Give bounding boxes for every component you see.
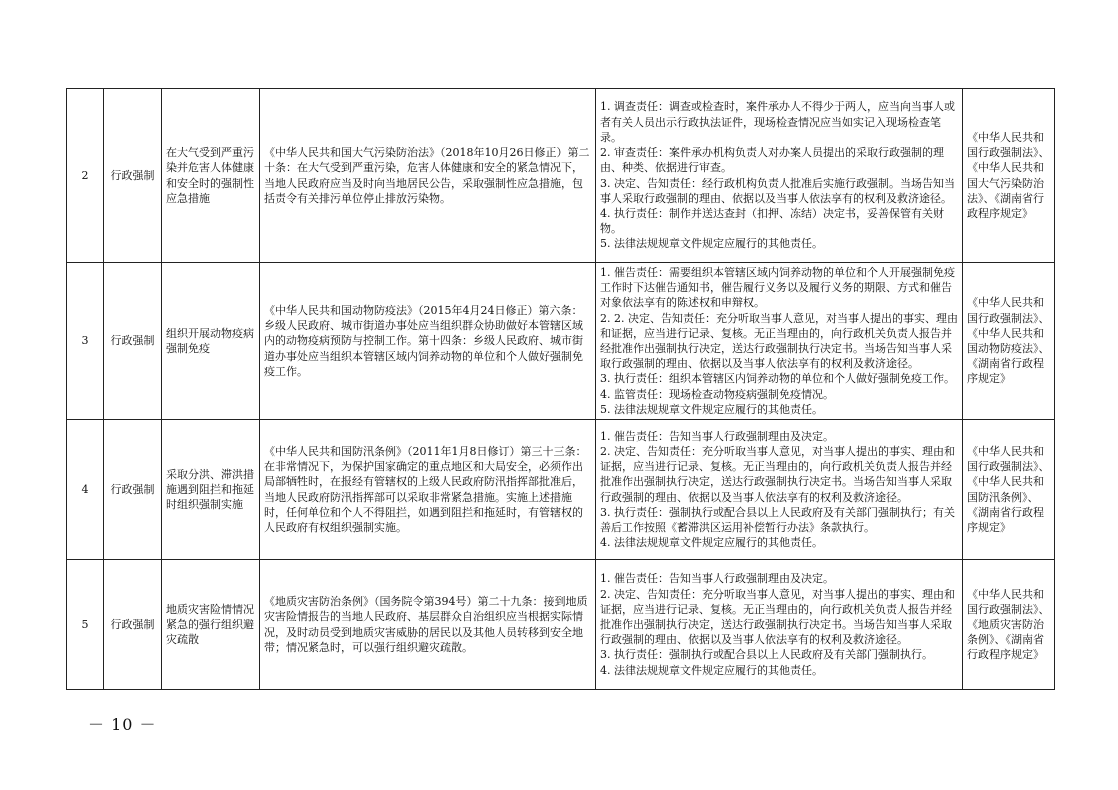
row-number: 2	[67, 89, 104, 263]
law-reference: 《中华人民共和国行政强制法》、《中华人民共和国防汛条例》、《湖南省行政程序规定》	[963, 420, 1055, 560]
legal-basis: 《地质灾害防治条例》（国务院令第394号）第二十九条：接到地质灾害险情报告的当地人民政府、基层群众自治组织应当根据实际情况，及时动员受到地质灾害威胁的居民以及其他人员转移到安全地带；情况紧急时，可以强行组织避灾疏散。	[260, 560, 596, 690]
responsibility-list	[596, 89, 963, 263]
responsibility-item: 5. 法律法规规章文件规定应履行的其他责任。	[600, 237, 823, 251]
legal-basis: 《中华人民共和国动物防疫法》（2015年4月24日修正）第六条：乡级人民政府、城市街道办事处应当组织群众协助做好本管辖区域内的动物疫病预防与控制工作。第十四条：乡级人民政府、城市街道办事处应当组织本管辖区域内饲养动物的单位和个人做好强制免疫工作。	[260, 263, 596, 420]
responsibility-item: 2. 审查责任：案件承办机构负责人对办案人员提出的采取行政强制的理由、种类、依据进行审查。	[600, 146, 944, 175]
power-type: 行政强制	[104, 420, 162, 560]
responsibility-item: 1. 催告责任：告知当事人行政强制理由及决定。	[600, 429, 834, 443]
power-item: 组织开展动物疫病强制免疫	[162, 263, 260, 420]
responsibility-item: 3. 执行责任：强制执行或配合县以上人民政府及有关部门强制执行；有关善后工作按照《蓄滞洪区运用补偿暂行办法》条款执行。	[600, 505, 955, 534]
table-row	[67, 560, 1055, 690]
responsibility-item: 3. 执行责任：组织本管辖区内饲养动物的单位和个人做好强制免疫工作。	[600, 372, 955, 386]
page-number: － 10 －	[88, 715, 157, 734]
responsibility-item: 5. 法律法规规章文件规定应履行的其他责任。	[600, 402, 823, 416]
legal-basis: 《中华人民共和国防汛条例》（2011年1月8日修订）第三十三条：在非常情况下，为保护国家确定的重点地区和大局安全，必须作出局部牺牲时，在报经有管辖权的上级人民政府防汛指挥部批准后，当地人民政府防汛指挥部可以采取非常紧急措施。实施上述措施时，任何单位和个人不得阻拦，如遇到阻拦和拖延时，有管辖权的人民政府有权组织强制实施。	[260, 420, 596, 560]
responsibility-list	[596, 560, 963, 690]
power-item: 地质灾害险情情况紧急的强行组织避灾疏散	[162, 560, 260, 690]
power-item: 在大气受到严重污染并危害人体健康和安全时的强制性应急措施	[162, 89, 260, 263]
table-row	[67, 89, 1055, 263]
responsibility-item: 4. 法律法规规章文件规定应履行的其他责任。	[600, 536, 823, 550]
responsibility-item: 1. 调查责任：调查或检查时，案件承办人不得少于两人，应当向当事人或者有关人员出示行政执法证件，现场检查情况应当如实记入现场检查笔录。	[600, 100, 955, 144]
power-item: 采取分洪、滞洪措施遇到阻拦和拖延时组织强制实施	[162, 420, 260, 560]
responsibility-item: 2. 决定、告知责任：充分听取当事人意见，对当事人提出的事实、理由和证据，应当进行记录、复核。无正当理由的，向行政机关负责人报告并经批准作出强制执行决定，送达行政强制执行决定书。当场告知当事人采取行政强制的理由、依据以及当事人依法享有的权利及救济途径。	[600, 587, 955, 647]
responsibility-item: 1. 催告责任：告知当事人行政强制理由及决定。	[600, 572, 834, 586]
responsibility-list	[596, 420, 963, 560]
responsibility-item: 2. 决定、告知责任：充分听取当事人意见，对当事人提出的事实、理由和证据，应当进行记录、复核。无正当理由的，向行政机关负责人报告并经批准作出强制执行决定，送达行政强制执行决定书。当场告知当事人采取行政强制的理由、依据以及当事人依法享有的权利及救济途径。	[600, 444, 955, 504]
responsibility-list	[596, 263, 963, 420]
table-row	[67, 420, 1055, 560]
responsibility-item: 4. 法律法规规章文件规定应履行的其他责任。	[600, 663, 823, 677]
responsibility-item: 3. 决定、告知责任：经行政机构负责人批准后实施行政强制。当场告知当事人采取行政强制的理由、依据以及当事人依法享有的权利及救济途径。	[600, 176, 955, 205]
row-number: 5	[67, 560, 104, 690]
row-number: 3	[67, 263, 104, 420]
responsibility-item: 1. 催告责任：需要组织本管辖区域内饲养动物的单位和个人开展强制免疫工作时下达催告通知书，催告履行义务以及履行义务的期限、方式和催告对象依法享有的陈述权和申辩权。	[600, 266, 955, 310]
responsibility-table	[66, 88, 1055, 690]
power-type: 行政强制	[104, 560, 162, 690]
law-reference: 《中华人民共和国行政强制法》、《中华人民共和国动物防疫法》、《湖南省行政程序规定》	[963, 263, 1055, 420]
table-row	[67, 263, 1055, 420]
power-type: 行政强制	[104, 89, 162, 263]
responsibility-item: 2. 2. 决定、告知责任：充分听取当事人意见，对当事人提出的事实、理由和证据，应当进行记录、复核。无正当理由的，向行政机关负责人报告并经批准作出强制执行决定，送达行政强制执行决定书。当场告知当事人采取行政强制的理由、依据以及当事人依法享有的权利及救济途径。	[600, 311, 958, 371]
legal-basis: 《中华人民共和国大气污染防治法》（2018年10月26日修正）第二十条：在大气受到严重污染，危害人体健康和安全的紧急情况下，当地人民政府应当及时向当地居民公告，采取强制性应急措施，包括责令有关排污单位停止排放污染物。	[260, 89, 596, 263]
responsibility-item: 4. 监管责任：现场检查动物疫病强制免疫情况。	[600, 387, 834, 401]
responsibility-item: 4. 执行责任：制作并送达查封（扣押、冻结）决定书，妥善保管有关财物。	[600, 206, 944, 236]
law-reference: 《中华人民共和国行政强制法》、《地质灾害防治条例》、《湖南省行政程序规定》	[963, 560, 1055, 690]
responsibility-item: 3. 执行责任：强制执行或配合县以上人民政府及有关部门强制执行。	[600, 648, 933, 662]
law-reference: 《中华人民共和国行政强制法》、《中华人民共和国大气污染防治法》、《湖南省行政程序规定》	[963, 89, 1055, 263]
row-number: 4	[67, 420, 104, 560]
power-type: 行政强制	[104, 263, 162, 420]
